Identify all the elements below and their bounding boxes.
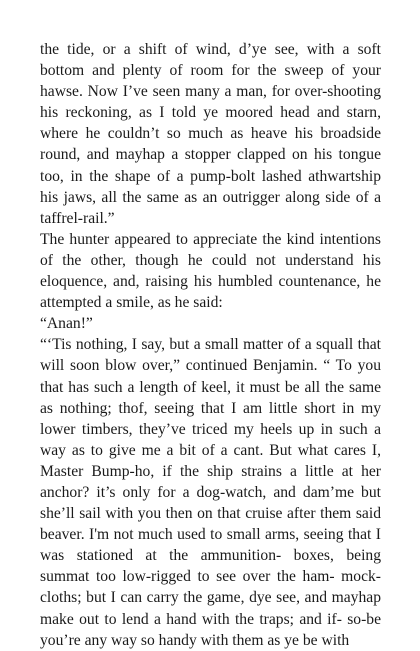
paragraph-3: “Anan!” [40,315,93,333]
paragraph-1: the tide, or a shift of wind, d’ye see, with a soft bottom and plenty of room for the sweep of your hawse. Now I’ve seen many a man, for over-shooting his reckoning, as I told ye moored head and starn, where he couldn’t so much as heave his broadside round, and mayhap a stopper clapped on his tongue too, in the shape of a pump-bolt lashed athwartship his jaws, all the same as an outrigger along side of a taffrel-rail.” [40,41,381,227]
paragraph-4: “‘Tis nothing, I say, but a small matter of a squall that will soon blow over,” continued Benjamin. “ To you that has such a length of keel, it must be all the same as nothing; thof, seeing that I am little short in my lower timbers, they’ve triced my heels up in such a way as to give me a bit of a cant. But what cares I, Master Bump-ho, if the ship strains a little at her anchor? it’s only for a dog-watch, and dam’me but she’ll sail with you then on that cruise after them said beaver. I'm not much used to small arms, seeing that I was stationed at the ammunition- boxes, being summat too low-rigged to see over the ham- mock-cloths; but I can carry the game, dye see, and mayhap make out to lend a hand with the traps; and if- so-be you’re any way so handy with them as ye be with [40,336,381,649]
book-page [40,39,381,649]
paragraph-2: The hunter appeared to appreciate the kind intentions of the other, though he could not understand his eloquence, and, raising his humbled countenance, he attempted a smile, as he said: [40,230,381,312]
